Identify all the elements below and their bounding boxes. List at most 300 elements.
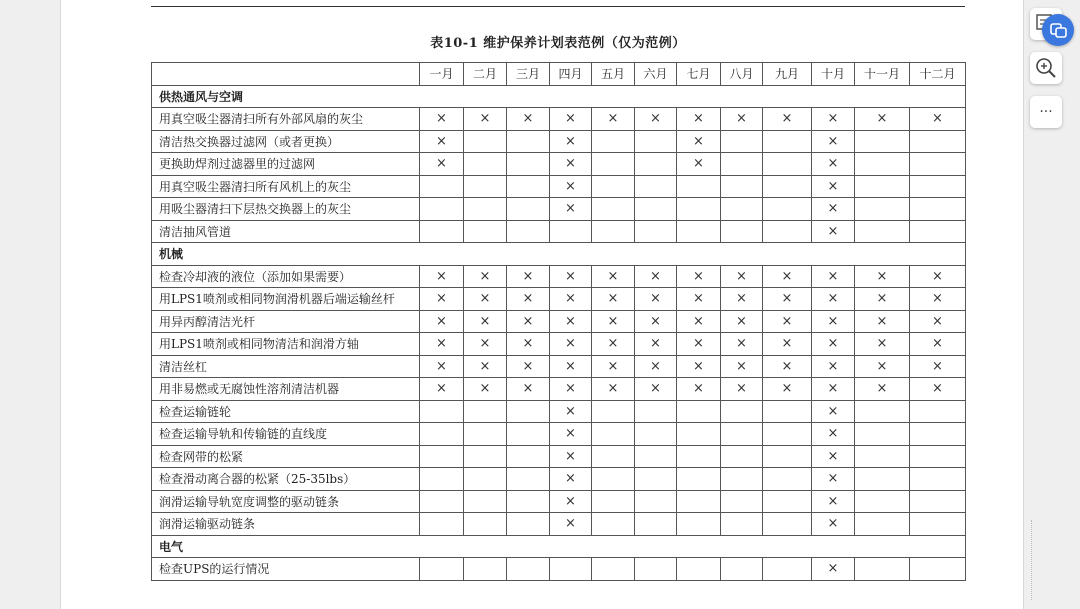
schedule-mark: × — [910, 288, 966, 311]
schedule-cell-empty — [910, 130, 966, 153]
schedule-cell-empty — [507, 445, 550, 468]
schedule-cell-empty — [420, 468, 464, 491]
schedule-cell-empty — [677, 400, 721, 423]
schedule-mark: × — [855, 310, 910, 333]
task-name: 用LPS1喷剂或相同物润滑机器后端运输丝杆 — [152, 288, 420, 311]
task-row — [152, 310, 966, 333]
schedule-cell-empty — [507, 423, 550, 446]
schedule-cell-empty — [677, 558, 721, 581]
schedule-mark: × — [550, 423, 592, 446]
schedule-mark: × — [721, 333, 763, 356]
schedule-cell-empty — [635, 175, 677, 198]
schedule-mark: × — [855, 355, 910, 378]
translate-badge-button[interactable] — [1042, 14, 1074, 46]
schedule-cell-empty — [464, 400, 507, 423]
schedule-mark: × — [812, 378, 855, 401]
schedule-mark: × — [420, 378, 464, 401]
schedule-cell-empty — [635, 400, 677, 423]
schedule-cell-empty — [507, 400, 550, 423]
schedule-mark: × — [812, 108, 855, 131]
task-row — [152, 355, 966, 378]
schedule-cell-empty — [721, 445, 763, 468]
translate-icon — [1042, 14, 1074, 46]
section-title: 机械 — [152, 243, 420, 266]
schedule-mark: × — [635, 310, 677, 333]
schedule-cell-empty — [420, 445, 464, 468]
schedule-cell-empty — [507, 130, 550, 153]
schedule-mark: × — [763, 310, 812, 333]
schedule-mark: × — [550, 355, 592, 378]
task-name: 检查运输导轨和传输链的直线度 — [152, 423, 420, 446]
schedule-cell-empty — [464, 490, 507, 513]
schedule-cell-empty — [592, 198, 635, 221]
schedule-mark: × — [550, 153, 592, 176]
schedule-cell-empty — [721, 423, 763, 446]
schedule-mark: × — [677, 153, 721, 176]
task-name: 清洁丝杠 — [152, 355, 420, 378]
month-header-cell: 五月 — [592, 63, 635, 86]
schedule-cell-empty — [855, 445, 910, 468]
task-name: 用LPS1喷剂或相同物清洁和润滑方轴 — [152, 333, 420, 356]
schedule-cell-empty — [464, 513, 507, 536]
schedule-cell-empty — [592, 513, 635, 536]
schedule-cell-empty — [420, 220, 464, 243]
schedule-cell-empty — [420, 198, 464, 221]
schedule-mark: × — [855, 265, 910, 288]
schedule-cell-empty — [550, 558, 592, 581]
schedule-mark: × — [812, 400, 855, 423]
task-name: 检查UPS的运行情况 — [152, 558, 420, 581]
task-row — [152, 423, 966, 446]
schedule-mark: × — [420, 355, 464, 378]
schedule-cell-empty — [635, 468, 677, 491]
schedule-cell-empty — [910, 153, 966, 176]
task-name: 检查运输链轮 — [152, 400, 420, 423]
document-page — [60, 0, 1024, 609]
schedule-mark: × — [677, 265, 721, 288]
schedule-cell-empty — [763, 490, 812, 513]
schedule-cell-empty — [721, 558, 763, 581]
task-name: 检查滑动离合器的松紧（25-35lbs） — [152, 468, 420, 491]
schedule-mark: × — [592, 355, 635, 378]
zoom-in-icon — [1030, 52, 1062, 84]
schedule-cell-empty — [507, 198, 550, 221]
schedule-cell-empty — [592, 400, 635, 423]
month-header-row — [152, 63, 966, 86]
task-row — [152, 108, 966, 131]
schedule-cell-empty — [677, 220, 721, 243]
task-row — [152, 513, 966, 536]
schedule-mark: × — [812, 558, 855, 581]
schedule-cell-empty — [464, 220, 507, 243]
schedule-mark: × — [763, 108, 812, 131]
schedule-cell-empty — [763, 423, 812, 446]
schedule-cell-empty — [677, 175, 721, 198]
schedule-cell-empty — [592, 490, 635, 513]
schedule-cell-empty — [910, 513, 966, 536]
schedule-mark: × — [592, 310, 635, 333]
schedule-cell-empty — [420, 513, 464, 536]
schedule-mark: × — [812, 288, 855, 311]
section-header-row — [152, 243, 966, 266]
schedule-mark: × — [592, 108, 635, 131]
task-name: 用真空吸尘器清扫所有风机上的灰尘 — [152, 175, 420, 198]
schedule-cell-empty — [855, 490, 910, 513]
schedule-mark: × — [635, 288, 677, 311]
schedule-cell-empty — [763, 153, 812, 176]
task-row — [152, 220, 966, 243]
task-name: 检查网带的松紧 — [152, 445, 420, 468]
schedule-cell-empty — [855, 400, 910, 423]
schedule-mark: × — [550, 310, 592, 333]
task-name: 用吸尘器清扫下层热交换器上的灰尘 — [152, 198, 420, 221]
schedule-mark: × — [677, 378, 721, 401]
schedule-cell-empty — [507, 513, 550, 536]
schedule-cell-empty — [677, 513, 721, 536]
schedule-mark: × — [677, 130, 721, 153]
schedule-mark: × — [812, 423, 855, 446]
schedule-mark: × — [507, 333, 550, 356]
schedule-mark: × — [677, 355, 721, 378]
schedule-cell-empty — [721, 490, 763, 513]
schedule-cell-empty — [910, 175, 966, 198]
schedule-mark: × — [910, 378, 966, 401]
schedule-cell-empty — [910, 423, 966, 446]
schedule-mark: × — [420, 310, 464, 333]
schedule-mark: × — [507, 288, 550, 311]
schedule-mark: × — [420, 333, 464, 356]
task-row — [152, 130, 966, 153]
schedule-mark: × — [812, 310, 855, 333]
schedule-mark: × — [635, 265, 677, 288]
schedule-cell-empty — [464, 558, 507, 581]
schedule-mark: × — [721, 288, 763, 311]
task-row — [152, 445, 966, 468]
task-name: 用异丙醇清洁光杆 — [152, 310, 420, 333]
schedule-mark: × — [550, 513, 592, 536]
schedule-cell-empty — [635, 153, 677, 176]
section-title: 电气 — [152, 535, 420, 558]
schedule-cell-empty — [855, 513, 910, 536]
schedule-mark: × — [910, 333, 966, 356]
task-name: 检查冷却液的液位（添加如果需要） — [152, 265, 420, 288]
schedule-cell-empty — [464, 468, 507, 491]
task-row — [152, 558, 966, 581]
schedule-mark: × — [763, 378, 812, 401]
schedule-mark: × — [592, 288, 635, 311]
schedule-cell-empty — [420, 175, 464, 198]
schedule-mark: × — [507, 108, 550, 131]
task-row — [152, 468, 966, 491]
schedule-mark: × — [550, 490, 592, 513]
schedule-cell-empty — [592, 175, 635, 198]
schedule-cell-empty — [763, 400, 812, 423]
schedule-mark: × — [812, 468, 855, 491]
section-header-fill — [420, 535, 966, 558]
schedule-cell-empty — [721, 130, 763, 153]
page-top-rule — [151, 6, 965, 7]
schedule-cell-empty — [855, 175, 910, 198]
task-row — [152, 490, 966, 513]
schedule-mark: × — [812, 153, 855, 176]
schedule-cell-empty — [721, 175, 763, 198]
schedule-mark: × — [507, 310, 550, 333]
month-header-cell: 八月 — [721, 63, 763, 86]
schedule-mark: × — [550, 333, 592, 356]
schedule-mark: × — [464, 108, 507, 131]
schedule-cell-empty — [420, 558, 464, 581]
schedule-mark: × — [763, 333, 812, 356]
schedule-cell-empty — [763, 130, 812, 153]
schedule-cell-empty — [763, 558, 812, 581]
more-icon: ··· — [1039, 104, 1053, 120]
schedule-mark: × — [812, 490, 855, 513]
schedule-mark: × — [507, 355, 550, 378]
schedule-mark: × — [855, 333, 910, 356]
schedule-cell-empty — [763, 175, 812, 198]
schedule-cell-empty — [592, 423, 635, 446]
schedule-cell-empty — [592, 558, 635, 581]
schedule-mark: × — [550, 175, 592, 198]
schedule-mark: × — [420, 108, 464, 131]
schedule-cell-empty — [910, 468, 966, 491]
schedule-mark: × — [721, 355, 763, 378]
schedule-mark: × — [910, 310, 966, 333]
schedule-cell-empty — [855, 468, 910, 491]
schedule-mark: × — [812, 445, 855, 468]
schedule-cell-empty — [677, 423, 721, 446]
month-header-cell: 九月 — [763, 63, 812, 86]
schedule-cell-empty — [507, 468, 550, 491]
schedule-cell-empty — [910, 490, 966, 513]
schedule-cell-empty — [635, 558, 677, 581]
schedule-mark: × — [550, 445, 592, 468]
schedule-mark: × — [721, 108, 763, 131]
schedule-mark: × — [507, 265, 550, 288]
maintenance-schedule-table — [151, 62, 966, 581]
month-header-cell: 十一月 — [855, 63, 910, 86]
schedule-mark: × — [507, 378, 550, 401]
schedule-cell-empty — [855, 198, 910, 221]
schedule-mark: × — [635, 378, 677, 401]
schedule-cell-empty — [910, 400, 966, 423]
schedule-mark: × — [910, 355, 966, 378]
schedule-cell-empty — [550, 220, 592, 243]
schedule-cell-empty — [855, 130, 910, 153]
schedule-mark: × — [550, 265, 592, 288]
schedule-cell-empty — [910, 445, 966, 468]
section-header-fill — [420, 243, 966, 266]
schedule-mark: × — [721, 310, 763, 333]
schedule-mark: × — [592, 265, 635, 288]
month-header-cell: 六月 — [635, 63, 677, 86]
schedule-cell-empty — [507, 220, 550, 243]
schedule-mark: × — [550, 400, 592, 423]
schedule-mark: × — [592, 333, 635, 356]
schedule-cell-empty — [763, 468, 812, 491]
task-row — [152, 198, 966, 221]
schedule-cell-empty — [763, 220, 812, 243]
schedule-cell-empty — [420, 400, 464, 423]
schedule-cell-empty — [507, 558, 550, 581]
task-row — [152, 333, 966, 356]
schedule-mark: × — [721, 265, 763, 288]
schedule-mark: × — [677, 288, 721, 311]
month-header-cell: 四月 — [550, 63, 592, 86]
schedule-cell-empty — [420, 423, 464, 446]
schedule-mark: × — [464, 265, 507, 288]
schedule-mark: × — [550, 288, 592, 311]
section-header-fill — [420, 85, 966, 108]
schedule-mark: × — [721, 378, 763, 401]
schedule-mark: × — [855, 108, 910, 131]
schedule-mark: × — [812, 513, 855, 536]
section-title: 供热通风与空调 — [152, 85, 420, 108]
schedule-mark: × — [464, 288, 507, 311]
schedule-cell-empty — [464, 198, 507, 221]
month-header-cell: 二月 — [464, 63, 507, 86]
schedule-mark: × — [635, 333, 677, 356]
schedule-mark: × — [812, 333, 855, 356]
viewer-side-toolbar — [1022, 0, 1080, 609]
schedule-mark: × — [550, 198, 592, 221]
schedule-mark: × — [592, 378, 635, 401]
schedule-cell-empty — [763, 513, 812, 536]
schedule-cell-empty — [855, 220, 910, 243]
schedule-mark: × — [464, 355, 507, 378]
schedule-cell-empty — [592, 130, 635, 153]
schedule-mark: × — [763, 288, 812, 311]
schedule-cell-empty — [592, 445, 635, 468]
task-name: 更换助焊剂过滤器里的过滤网 — [152, 153, 420, 176]
schedule-mark: × — [550, 108, 592, 131]
schedule-cell-empty — [677, 198, 721, 221]
schedule-mark: × — [420, 288, 464, 311]
schedule-mark: × — [464, 310, 507, 333]
schedule-cell-empty — [420, 490, 464, 513]
schedule-cell-empty — [464, 445, 507, 468]
schedule-mark: × — [635, 108, 677, 131]
schedule-cell-empty — [635, 220, 677, 243]
task-row — [152, 175, 966, 198]
section-header-row — [152, 535, 966, 558]
schedule-cell-empty — [635, 513, 677, 536]
schedule-cell-empty — [855, 153, 910, 176]
schedule-cell-empty — [721, 153, 763, 176]
schedule-cell-empty — [910, 198, 966, 221]
schedule-mark: × — [550, 130, 592, 153]
schedule-cell-empty — [721, 220, 763, 243]
schedule-cell-empty — [677, 468, 721, 491]
month-header-cell: 七月 — [677, 63, 721, 86]
schedule-cell-empty — [855, 423, 910, 446]
schedule-cell-empty — [721, 468, 763, 491]
schedule-cell-empty — [910, 558, 966, 581]
schedule-cell-empty — [507, 175, 550, 198]
task-header-cell — [152, 63, 420, 86]
schedule-mark: × — [550, 468, 592, 491]
schedule-cell-empty — [635, 198, 677, 221]
task-row — [152, 265, 966, 288]
schedule-cell-empty — [635, 423, 677, 446]
section-header-row — [152, 85, 966, 108]
task-row — [152, 288, 966, 311]
schedule-mark: × — [812, 130, 855, 153]
task-row — [152, 153, 966, 176]
schedule-mark: × — [855, 288, 910, 311]
task-name: 清洁热交换器过滤网（或者更换） — [152, 130, 420, 153]
schedule-cell-empty — [721, 513, 763, 536]
schedule-mark: × — [812, 175, 855, 198]
task-name: 用非易燃或无腐蚀性溶剂清洁机器 — [152, 378, 420, 401]
schedule-mark: × — [464, 378, 507, 401]
task-row — [152, 378, 966, 401]
schedule-mark: × — [677, 333, 721, 356]
schedule-cell-empty — [592, 468, 635, 491]
task-row — [152, 400, 966, 423]
schedule-mark: × — [420, 265, 464, 288]
schedule-cell-empty — [763, 198, 812, 221]
schedule-cell-empty — [635, 445, 677, 468]
month-header-cell: 三月 — [507, 63, 550, 86]
month-header-cell: 十二月 — [910, 63, 966, 86]
schedule-cell-empty — [855, 558, 910, 581]
schedule-cell-empty — [721, 198, 763, 221]
schedule-cell-empty — [677, 445, 721, 468]
schedule-mark: × — [763, 265, 812, 288]
schedule-mark: × — [812, 220, 855, 243]
task-name: 用真空吸尘器清扫所有外部风扇的灰尘 — [152, 108, 420, 131]
schedule-cell-empty — [464, 175, 507, 198]
schedule-cell-empty — [592, 153, 635, 176]
schedule-cell-empty — [910, 220, 966, 243]
task-name: 润滑运输驱动链条 — [152, 513, 420, 536]
zoom-in-button[interactable] — [1030, 52, 1062, 84]
schedule-mark: × — [812, 198, 855, 221]
schedule-mark: × — [635, 355, 677, 378]
schedule-mark: × — [812, 265, 855, 288]
schedule-mark: × — [910, 108, 966, 131]
task-name: 润滑运输导轨宽度调整的驱动链条 — [152, 490, 420, 513]
schedule-mark: × — [677, 310, 721, 333]
schedule-mark: × — [677, 108, 721, 131]
schedule-cell-empty — [592, 220, 635, 243]
schedule-mark: × — [464, 333, 507, 356]
schedule-cell-empty — [635, 130, 677, 153]
schedule-cell-empty — [464, 153, 507, 176]
schedule-cell-empty — [507, 490, 550, 513]
schedule-cell-empty — [721, 400, 763, 423]
schedule-mark: × — [420, 130, 464, 153]
schedule-mark: × — [812, 355, 855, 378]
month-header-cell: 十月 — [812, 63, 855, 86]
schedule-mark: × — [420, 153, 464, 176]
schedule-mark: × — [763, 355, 812, 378]
more-options-button[interactable] — [1030, 96, 1062, 128]
schedule-cell-empty — [464, 423, 507, 446]
schedule-cell-empty — [507, 153, 550, 176]
schedule-mark: × — [550, 378, 592, 401]
schedule-mark: × — [910, 265, 966, 288]
schedule-cell-empty — [677, 490, 721, 513]
schedule-cell-empty — [464, 130, 507, 153]
task-name: 清洁抽风管道 — [152, 220, 420, 243]
schedule-cell-empty — [763, 445, 812, 468]
month-header-cell: 一月 — [420, 63, 464, 86]
schedule-cell-empty — [635, 490, 677, 513]
table-caption: 表10-1 维护保养计划表范例（仅为范例） — [430, 36, 686, 51]
schedule-mark: × — [855, 378, 910, 401]
